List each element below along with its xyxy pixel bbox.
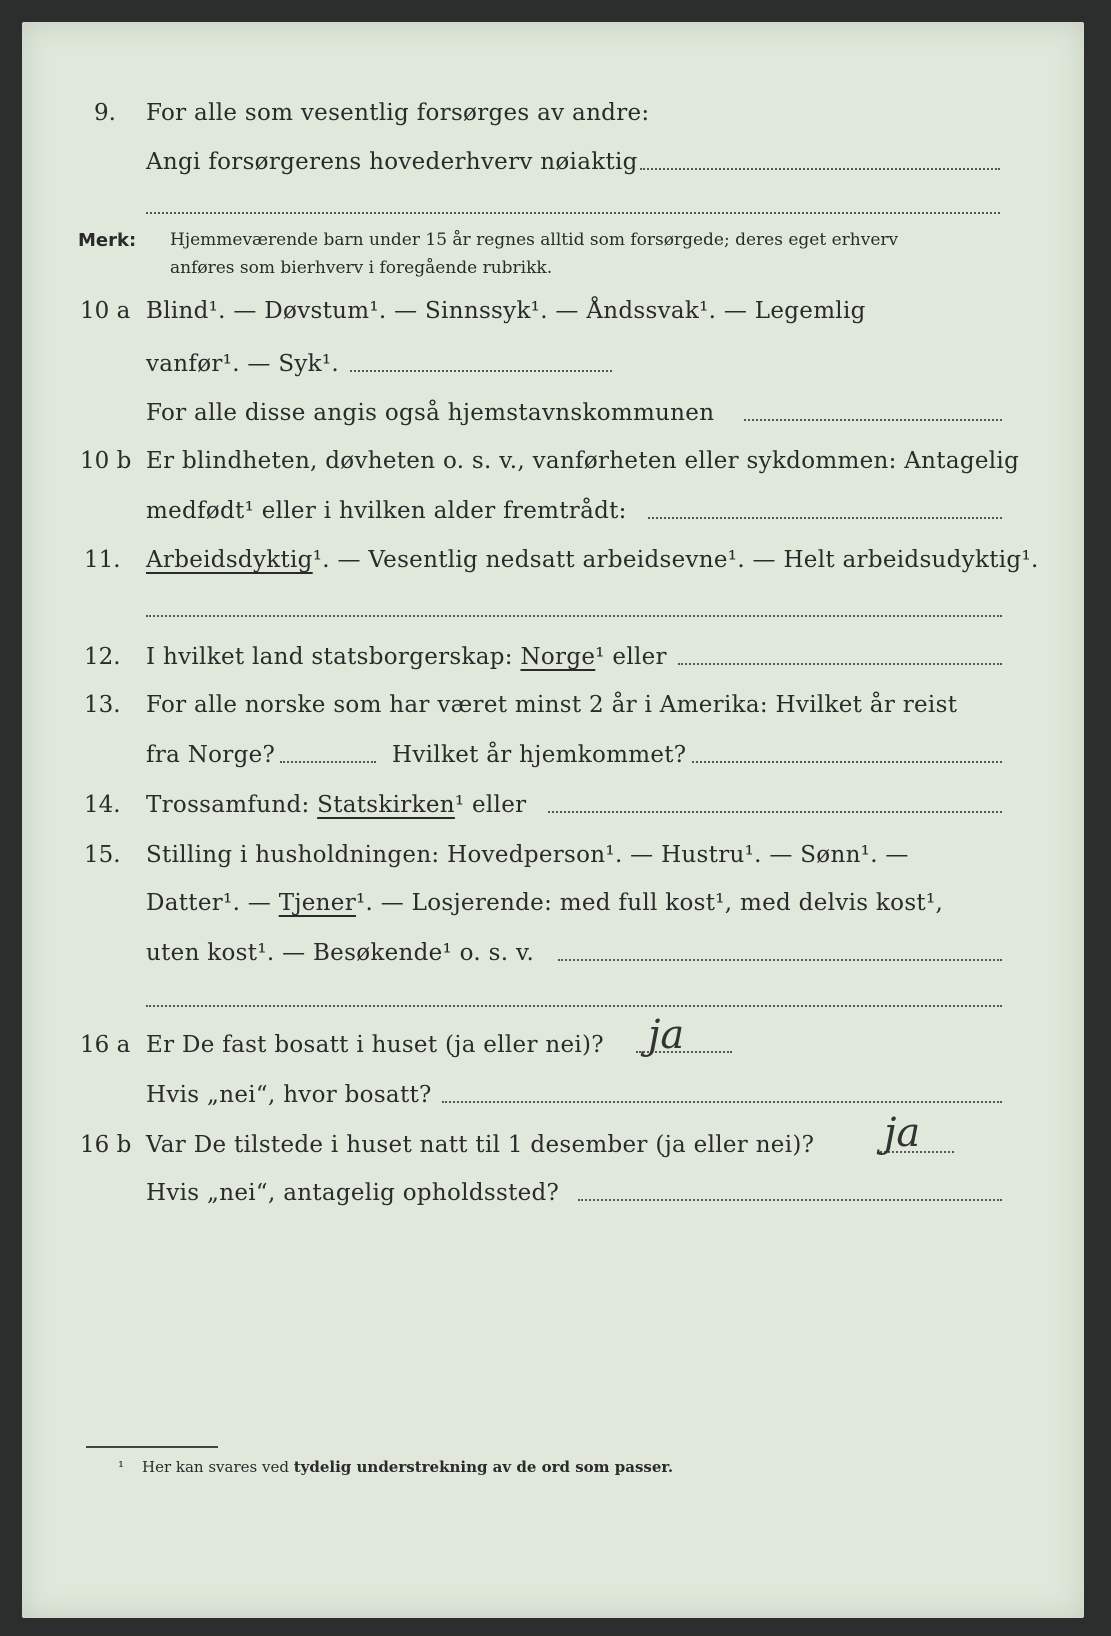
q10a-number: 10 a (80, 298, 131, 324)
q12-number: 12. (84, 644, 121, 670)
q15-selected-option[interactable]: Tjener (278, 890, 357, 916)
q16a-number: 16 a (80, 1032, 131, 1058)
q11-extra-line-field[interactable] (146, 615, 1002, 617)
footnote-text: Her kan svares ved tydelig understrekning av de ord som passer. (142, 1458, 674, 1476)
q14-other-faith-field[interactable] (548, 811, 1002, 813)
q16b-number: 16 b (80, 1132, 132, 1158)
merk-text-line1: Hjemmeværende barn under 15 år regnes alltid som forsørgede; deres eget erhverv (170, 230, 899, 250)
q15-line2: Datter¹. — Tjener¹. — Losjerende: med full kost¹, med delvis kost¹, (146, 890, 944, 916)
q11-selected-option[interactable]: Arbeidsdyktig (146, 547, 313, 573)
q9-provider-occupation-label: Angi forsørgerens hovederhverv nøiaktig (146, 149, 638, 175)
q10b-onset-age-field[interactable] (648, 517, 1002, 519)
q16b-line2: Hvis „nei“, antagelig opholdssted? (146, 1180, 560, 1206)
q14-selected-option[interactable]: Statskirken (317, 792, 455, 818)
q13-departure-year-field[interactable] (280, 761, 376, 763)
q10b-number: 10 b (80, 448, 132, 474)
q10b-line1: Er blindheten, døvheten o. s. v., vanførheten eller sykdommen: Antagelig (146, 448, 1020, 474)
q14-number: 14. (84, 792, 121, 818)
census-form-page (22, 22, 1084, 1618)
q16a-line1: Er De fast bosatt i huset (ja eller nei)? (146, 1032, 604, 1058)
q16a-handwritten-answer: ja (648, 1012, 685, 1058)
q14-text: Trossamfund: Statskirken¹ eller (146, 792, 527, 818)
q9-text: For alle som vesentlig forsørges av andre: (146, 100, 650, 126)
q9-extra-line-field[interactable] (146, 212, 1000, 214)
q12-other-country-field[interactable] (678, 663, 1002, 665)
q13-return-year-field[interactable] (692, 761, 1002, 763)
footnote-mark: ¹ (118, 1458, 125, 1476)
q13-departure-label: fra Norge? (146, 742, 276, 768)
q10a-line1: Blind¹. — Døvstum¹. — Sinnssyk¹. — Åndssvak¹. — Legemlig (146, 298, 866, 324)
q10a-line3: For alle disse angis også hjemstavnskommunen (146, 400, 715, 426)
q12-text: I hvilket land statsborgerskap: Norge¹ eller (146, 644, 667, 670)
q10b-line2: medfødt¹ eller i hvilken alder fremtrådt: (146, 498, 627, 524)
q11-other-options: ¹. — Vesentlig nedsatt arbeidsevne¹. — Helt arbeidsudyktig¹. (312, 547, 1039, 573)
q16a-residence-field[interactable] (442, 1101, 1002, 1103)
q15-line1: Stilling i husholdningen: Hovedperson¹. — Hustru¹. — Sønn¹. — (146, 842, 909, 868)
q16b-line1: Var De tilstede i huset natt til 1 desember (ja eller nei)? (146, 1132, 815, 1158)
q16b-whereabouts-field[interactable] (578, 1199, 1002, 1201)
merk-label: Merk: (78, 230, 137, 251)
q9-provider-occupation-field[interactable] (640, 168, 1000, 170)
q11-number: 11. (84, 547, 121, 573)
merk-text-line2: anføres som bierhverv i foregående rubrikk. (170, 258, 553, 278)
q11-text (146, 547, 1039, 573)
q9-number: 9. (94, 100, 116, 126)
q10a-line2: vanfør¹. — Syk¹. (146, 351, 340, 377)
q16a-line2: Hvis „nei“, hvor bosatt? (146, 1082, 432, 1108)
q15-number: 15. (84, 842, 121, 868)
q13-return-label: Hvilket år hjemkommet? (392, 742, 687, 768)
q15-extra-line-field[interactable] (146, 1005, 1002, 1007)
q13-number: 13. (84, 692, 121, 718)
q12-selected-option[interactable]: Norge (520, 644, 596, 670)
q15-other-field[interactable] (558, 959, 1002, 961)
q10a-home-municipality-field[interactable] (744, 419, 1002, 421)
q16b-handwritten-answer: ja (884, 1110, 921, 1156)
q13-line1: For alle norske som har været minst 2 år i Amerika: Hvilket år reist (146, 692, 958, 718)
footnote-rule (86, 1446, 218, 1448)
q15-line3: uten kost¹. — Besøkende¹ o. s. v. (146, 940, 535, 966)
q10a-illness-field[interactable] (350, 370, 612, 372)
